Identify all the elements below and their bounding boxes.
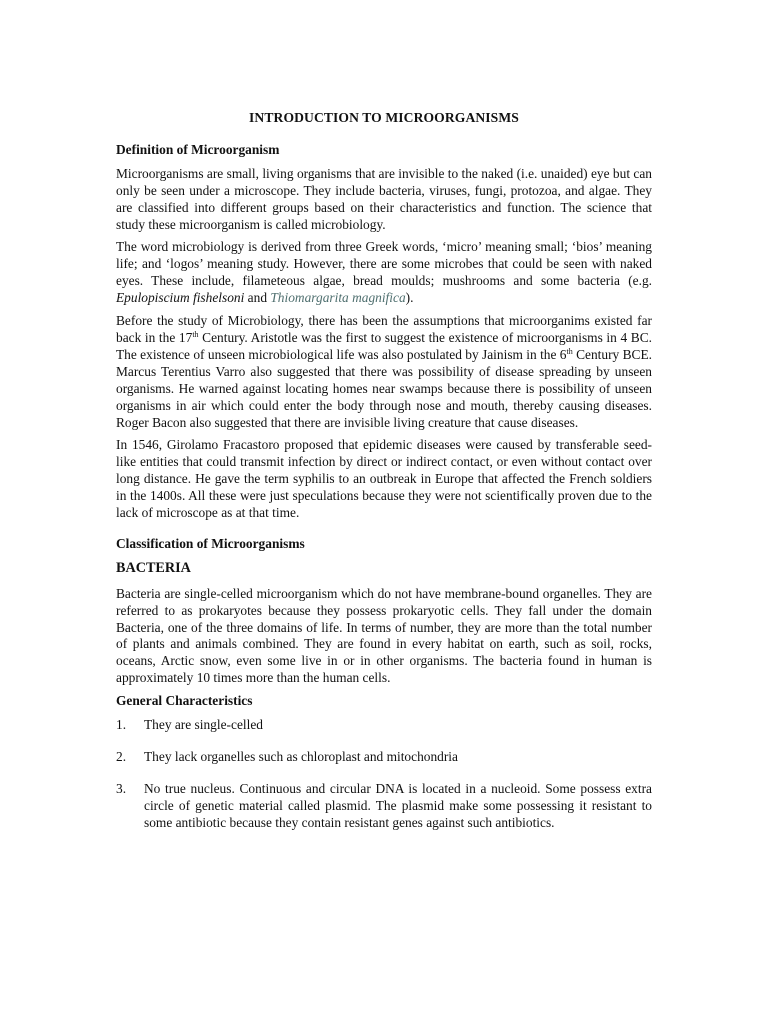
- species-name-thiomargarita: Thiomargarita magnifica: [270, 290, 406, 306]
- bacteria-heading: BACTERIA: [116, 559, 191, 576]
- list-number: 3.: [116, 780, 127, 796]
- definition-paragraph-4: In 1546, Girolamo Fracastoro proposed that epidemic diseases were caused by transferable seed-like entities that could transmit infection by direct or indirect contact, or even without contact over long distance. He gave the term syphilis to an outbreak in Europe that affected the French soldiers in the 1400s. All these were just speculations because they were not scientifically proven due to the lack of microscope as at that time.: [116, 437, 652, 521]
- list-item-text: They lack organelles such as chloroplast and mitochondria: [144, 749, 458, 764]
- superscript: th: [192, 329, 199, 339]
- species-name-epulopiscium: Epulopiscium fishelsoni: [116, 290, 245, 306]
- definition-paragraph-3: [116, 313, 652, 431]
- characteristics-list: [116, 717, 652, 832]
- paragraph-text: The word microbiology is derived from three Greek words, ‘micro’ meaning small; ‘bios’ meaning life; and ‘logos’ meaning study. However, there are some microbes that could be seen with naked eyes. These include, filameteous algae, bread moulds; mushrooms and some bacteria (e.g.: [116, 239, 652, 289]
- paragraph-text: Century BCE. Marcus Terentius Varro also suggested that there was possibility of disease spreading by unseen organisms. He warned against locating homes near swamps because there is possibility of unseen organisms in air which could enter the body through nose and mouth, thereby causing diseases. Roger Bacon also suggested that there are invisible living creature that cause diseases.: [116, 346, 652, 430]
- bacteria-paragraph: Bacteria are single-celled microorganism which do not have membrane-bound organelles. They are referred to as prokaryotes because they possess prokaryotic cells. They fall under the domain Bacteria, one of the three domains of life. In terms of number, they are more than the total number of plants and animals combined. They are found in every habitat on earth, such as soil, rocks, oceans, Arctic snow, even some live in or in other organisms. The bacteria found in human is approximately 10 times more than the human cells.: [116, 585, 652, 686]
- definition-paragraph-1: Microorganisms are small, living organisms that are invisible to the naked (i.e. unaided) eye but can only be seen under a microscope. They include bacteria, viruses, fungi, protozoa, and algae. They are classified into different groups based on their characteristics and function. The science that study these microorganism is called microbiology.: [116, 165, 652, 232]
- list-number: 2.: [116, 749, 127, 764]
- superscript: th: [566, 346, 573, 356]
- definition-heading: Definition of Microorganism: [116, 141, 280, 157]
- list-item: [116, 749, 652, 766]
- list-item-text: No true nucleus. Continuous and circular DNA is located in a nucleoid. Some possess extra circle of genetic material called plasmid. The plasmid make some possessing it resistant to some antibiotic because they contain resistant genes against such antibiotics.: [144, 780, 652, 830]
- list-item-text: They are single-celled: [144, 717, 263, 733]
- list-item: [116, 717, 652, 734]
- general-characteristics-heading: General Characteristics: [116, 693, 253, 709]
- document-title: INTRODUCTION TO MICROORGANISMS: [249, 110, 519, 125]
- paragraph-text: Before the study of Microbiology, there has been the assumptions that microorganims existed far back in the 17: [116, 313, 652, 345]
- document-page: [116, 110, 652, 847]
- classification-heading: Classification of Microorganisms: [116, 535, 305, 551]
- paragraph-text: and: [244, 290, 271, 306]
- list-number: 1.: [116, 717, 127, 733]
- list-item: [116, 781, 652, 832]
- definition-paragraph-2: [116, 239, 652, 307]
- paragraph-text: Century. Aristotle was the first to suggest the existence of microorganisms in 4 BC. The existence of unseen microbiological life was also postulated by Jainism in the 6: [116, 329, 652, 362]
- paragraph-text: ).: [405, 290, 414, 306]
